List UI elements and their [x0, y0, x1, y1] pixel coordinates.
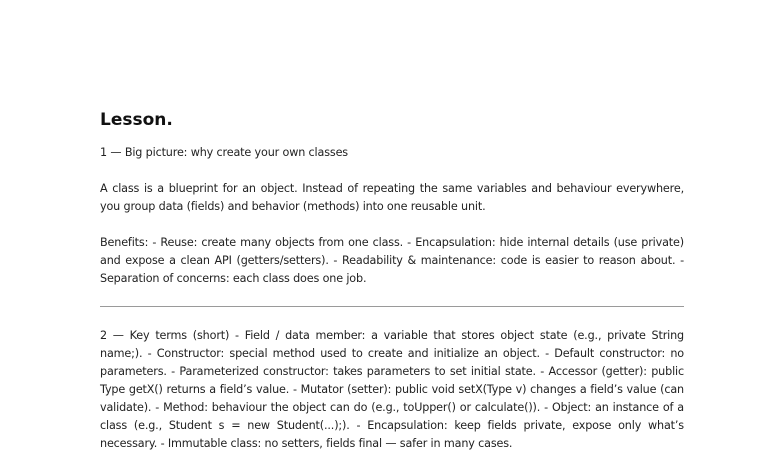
document-page [100, 108, 684, 453]
section-1-heading: 1 — Big picture: why create your own classes [100, 146, 348, 159]
section-divider [100, 306, 684, 307]
benefits-paragraph: Benefits: - Reuse: create many objects from one class. - Encapsulation: hide internal details (use private) and expose a clean API (getters/setters). - Readability & maintenance: code is easier to reason about. - Separation of concerns: each class does one job. [100, 236, 684, 285]
page-title: Lesson. [100, 110, 173, 130]
intro-paragraph: A class is a blueprint for an object. Instead of repeating the same variables and behaviour everywhere, you group data (fields) and behavior (methods) into one reusable unit. [100, 182, 684, 213]
section-2-paragraph: 2 — Key terms (short) - Field / data member: a variable that stores object state (e.g., private String name;). - Constructor: special method used to create and initialize an object. - Default constructor: no parameters. - Parameterized constructor: takes parameters to set initial state. - Accessor (getter): public Type getX() returns a field’s value. - Mutator (setter): public void setX(Type v) changes a field’s value (can validate). - Method: behaviour the object can do (e.g., toUpper() or calculate()). - Object: an instance of a class (e.g., Student s = new Student(...);). - Encapsulation: keep fields private, expose only what’s necessary. - Immutable class: no setters, fields final — safer in many cases. [100, 329, 684, 450]
